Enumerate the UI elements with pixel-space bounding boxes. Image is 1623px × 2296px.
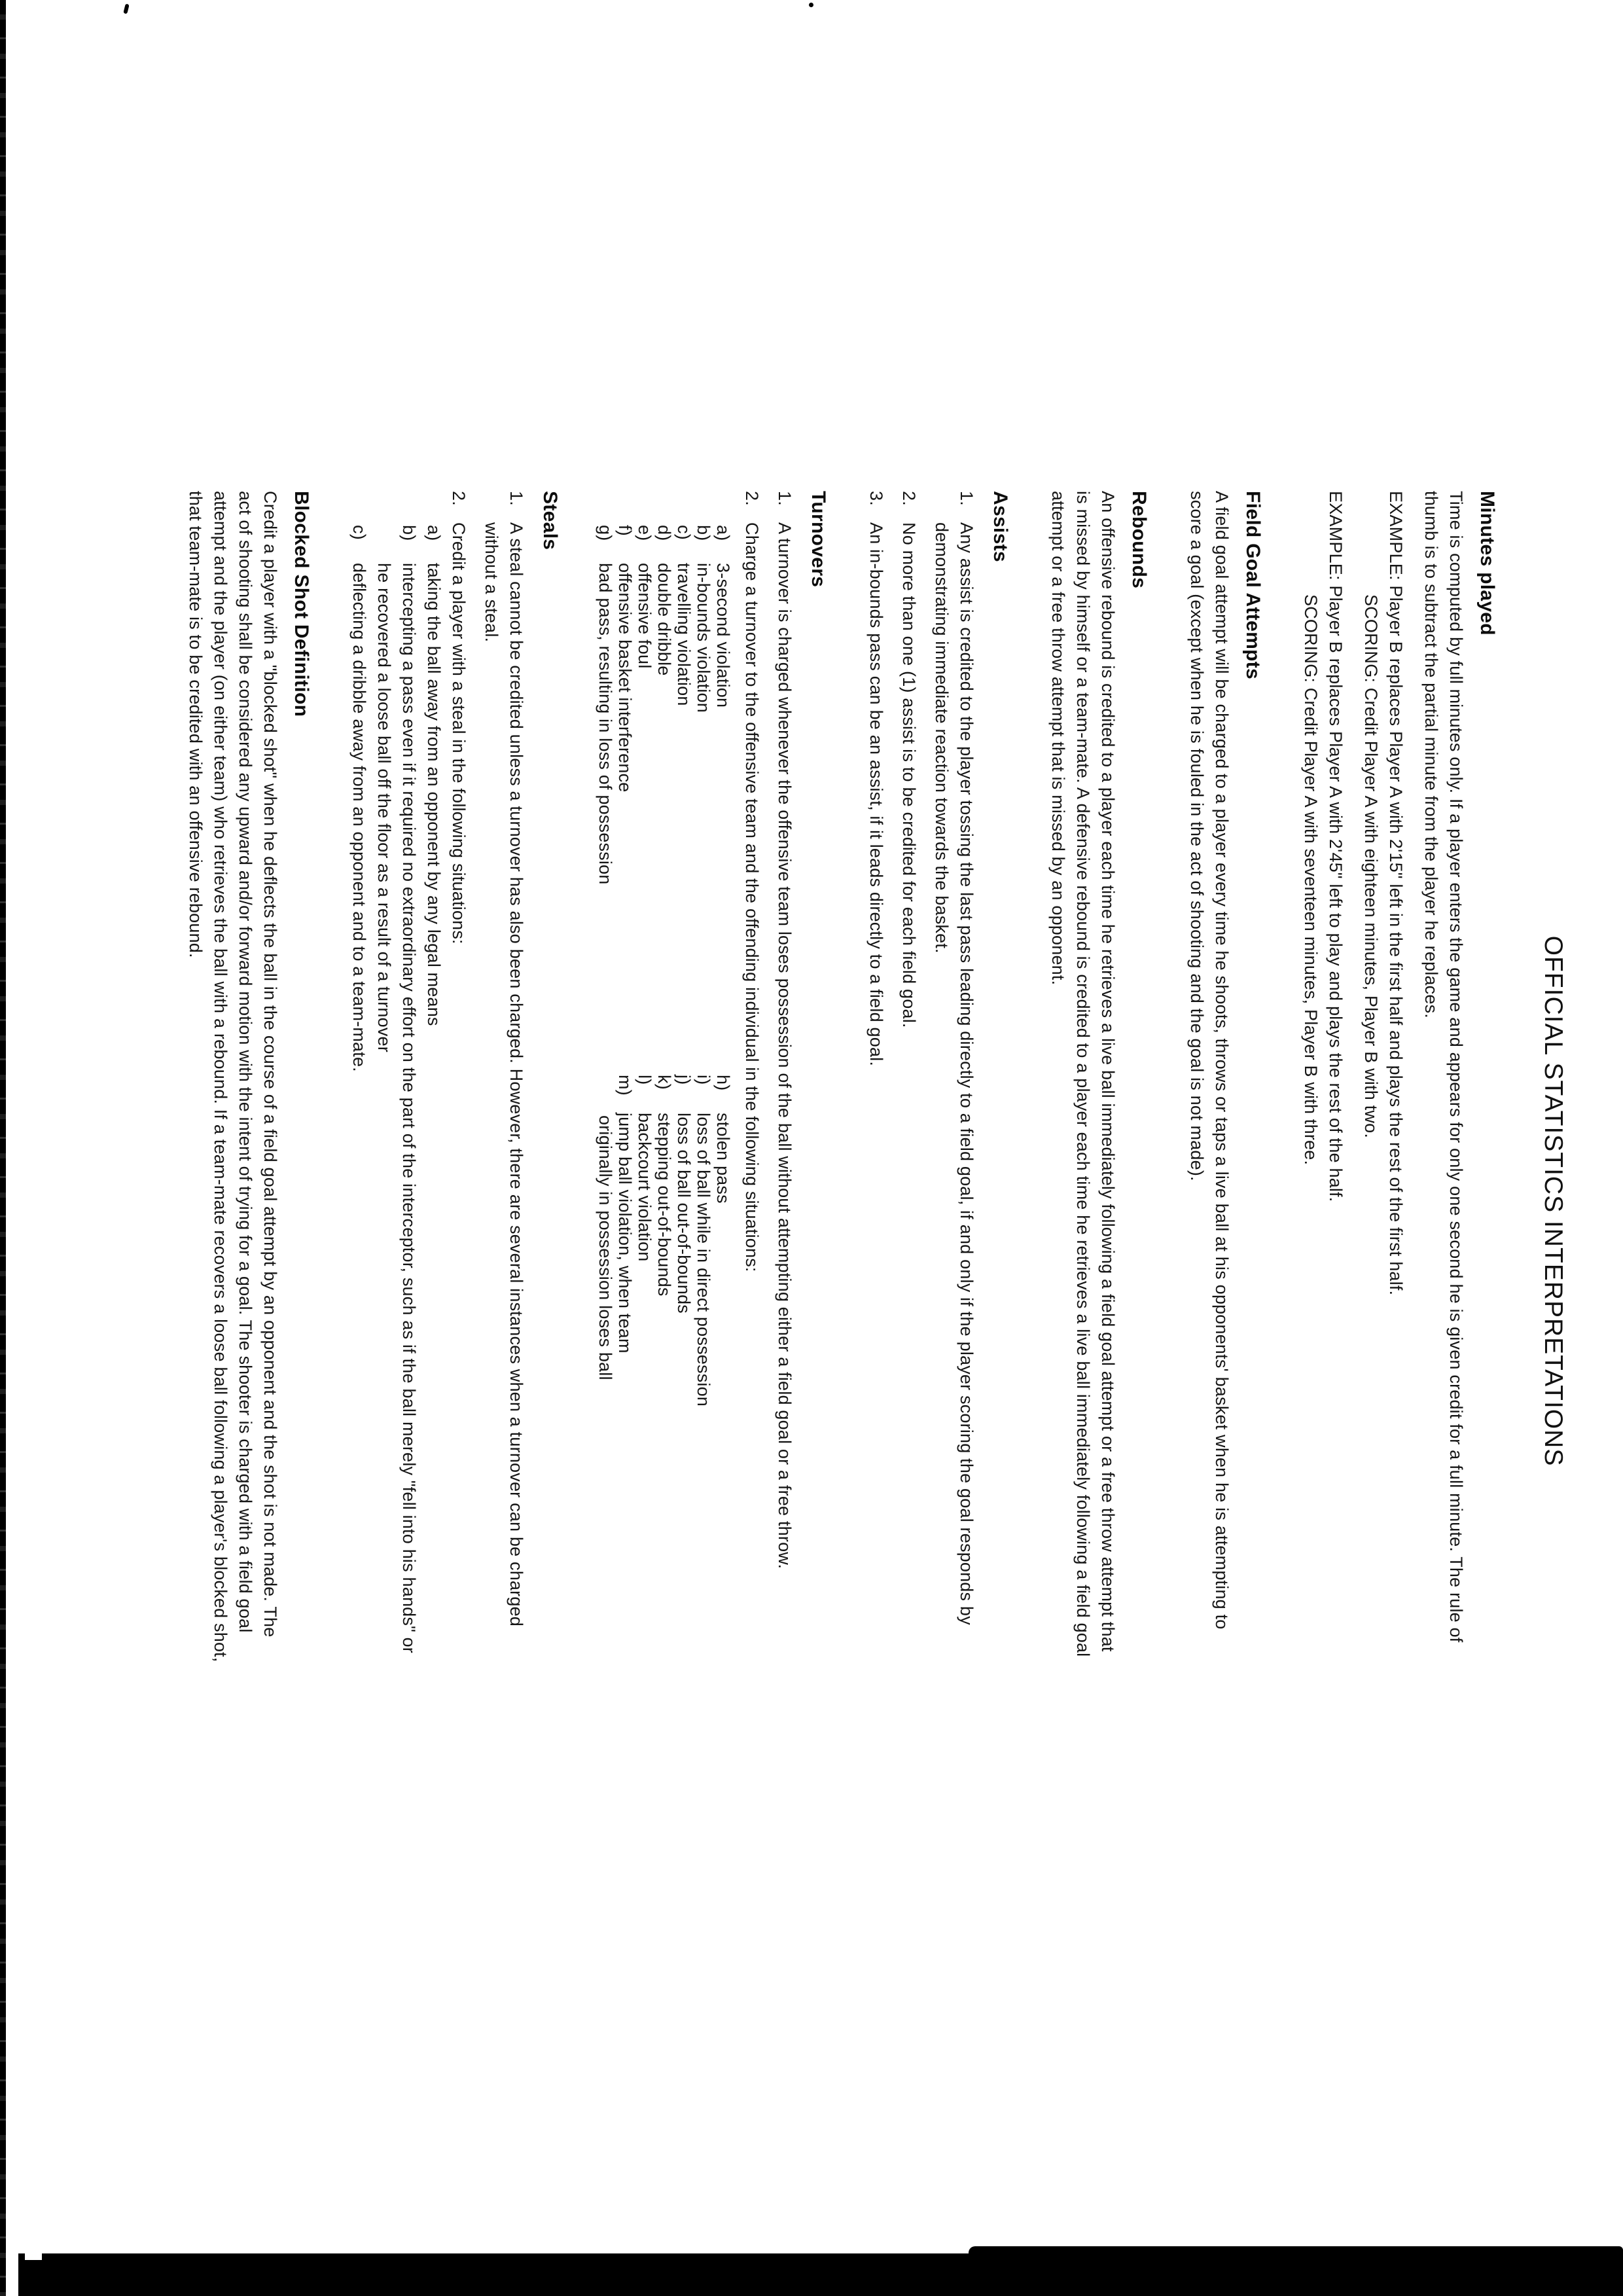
item-text: deflecting a dribble away from an opponent and to a team-mate. bbox=[349, 563, 369, 1072]
item-letter: a) bbox=[424, 525, 444, 541]
item-letter: e) bbox=[635, 525, 654, 541]
item-letter: c) bbox=[674, 525, 694, 540]
lettered-item-line: he recovered a loose ball off the floor as a result of a turnover bbox=[374, 563, 394, 1052]
lettered-item-line bbox=[397, 525, 421, 1911]
item-text: 3-second violation bbox=[713, 563, 733, 708]
left-column-item bbox=[713, 491, 733, 1075]
two-column-row bbox=[713, 491, 733, 1911]
lettered-item-line bbox=[421, 525, 446, 1911]
item-number: 3. bbox=[866, 491, 886, 506]
paragraph-line: that team-mate is to be credited with an offensive rebound. bbox=[186, 491, 205, 958]
item-text: No more than one (1) assist is to be credited for each field goal. bbox=[899, 522, 919, 1028]
right-column-item bbox=[694, 1075, 713, 1911]
numbered-item-line bbox=[740, 491, 764, 1911]
section-heading: Assists bbox=[990, 491, 1011, 562]
section-assists bbox=[864, 491, 1013, 1911]
numbered-item bbox=[897, 491, 921, 1911]
item-number: 2. bbox=[742, 491, 762, 506]
item-number: 1. bbox=[507, 491, 526, 506]
left-column-item bbox=[654, 491, 674, 1075]
item-letter: a) bbox=[713, 525, 733, 541]
example-block bbox=[1359, 491, 1408, 1911]
numbered-item-line bbox=[897, 491, 921, 1911]
section-heading: Minutes played bbox=[1476, 491, 1498, 636]
paragraph bbox=[1419, 491, 1469, 1911]
numbered-item-line bbox=[954, 491, 979, 1911]
item-letter: c) bbox=[349, 525, 369, 540]
numbered-item bbox=[772, 491, 797, 1911]
numbered-item-line: without a steal. bbox=[482, 522, 501, 643]
left-column-item bbox=[596, 491, 615, 1075]
item-text: bad pass, resulting in loss of possession bbox=[596, 563, 615, 885]
paragraph-line: score a goal (except when he is fouled in the act of shooting and the goal is not made). bbox=[1187, 491, 1207, 1181]
item-text: A steal cannot be credited unless a turnover has also been charged. However, there are several instances when a turnover can be charged bbox=[507, 522, 526, 1627]
lettered-item bbox=[347, 491, 372, 1911]
page-title: OFFICIAL STATISTICS INTERPRETATIONS bbox=[1539, 935, 1567, 1467]
left-column-item bbox=[694, 491, 713, 1075]
paragraph bbox=[1046, 491, 1120, 1911]
left-column-item bbox=[674, 491, 694, 1075]
scan-corner-notch bbox=[25, 2253, 42, 2260]
item-text: travelling violation bbox=[674, 563, 694, 706]
lettered-item bbox=[421, 491, 446, 1911]
scan-edge-bottom-bar-thick bbox=[969, 2246, 1623, 2259]
item-letter: d) bbox=[654, 525, 674, 541]
numbered-item-line bbox=[504, 491, 529, 1911]
document-sections bbox=[183, 491, 1500, 1911]
example-line: EXAMPLE: Player B replaces Player A with 2'45" left to play and plays the rest of the half. bbox=[1326, 491, 1346, 1202]
item-text: double dribble bbox=[654, 563, 674, 676]
item-text: originally in possession loses ball bbox=[596, 1115, 615, 1380]
left-column-item bbox=[615, 491, 635, 1075]
right-column-item bbox=[654, 1075, 674, 1911]
item-number: 1. bbox=[957, 491, 976, 506]
two-column-row bbox=[615, 491, 635, 1911]
numbered-item-line bbox=[772, 491, 797, 1911]
item-letter: l) bbox=[635, 1075, 654, 1085]
item-number: 2. bbox=[449, 491, 469, 506]
item-letter: b) bbox=[694, 525, 713, 541]
right-column-item bbox=[713, 1075, 733, 1911]
example-block bbox=[1298, 491, 1348, 1911]
scoring-line: SCORING: Credit Player A with seventeen minutes, Player B with three. bbox=[1301, 594, 1321, 1166]
item-letter: m) bbox=[615, 1075, 635, 1096]
two-column-row bbox=[635, 491, 654, 1911]
item-letter: j) bbox=[674, 1075, 694, 1085]
section-steals bbox=[347, 491, 563, 1911]
section-heading: Turnovers bbox=[808, 491, 829, 588]
numbered-item bbox=[929, 491, 979, 1911]
paragraph bbox=[1185, 491, 1234, 1911]
paragraph-line: is missed by himself or a team-mate. A defensive rebound is credited to a player each time he retrieves a live ball immediately following a field goal bbox=[1073, 491, 1093, 1657]
document-body bbox=[183, 491, 1568, 1911]
two-column-row bbox=[674, 491, 694, 1911]
section-heading: Steals bbox=[539, 491, 561, 550]
right-column-item bbox=[674, 1075, 694, 1911]
numbered-item bbox=[740, 491, 764, 1911]
two-column-row bbox=[596, 491, 615, 1911]
paragraph-line: Credit a player with a "blocked shot" when he deflects the ball in the course of a field goal attempt by an opponent and the shot is not made. The bbox=[260, 491, 280, 1638]
item-text: Charge a turnover to the offensive team and the offending individual in the following situations: bbox=[742, 522, 762, 1272]
item-letter: k) bbox=[654, 1075, 674, 1090]
paragraph-line: A field goal attempt will be charged to a player every time he shoots, throws or taps a live ball at his opponents' basket when he is attempting to bbox=[1212, 491, 1232, 1630]
item-text: Credit a player with a steal in the following situations: bbox=[449, 522, 469, 944]
item-number: 2. bbox=[899, 491, 919, 506]
paragraph bbox=[183, 491, 283, 1911]
right-column-item bbox=[615, 1075, 635, 1911]
section-heading: Blocked Shot Definition bbox=[291, 491, 312, 717]
item-text: loss of ball out-of-bounds bbox=[674, 1113, 694, 1314]
item-number: 1. bbox=[775, 491, 794, 506]
item-letter: h) bbox=[713, 1075, 733, 1091]
two-column-row bbox=[694, 491, 713, 1911]
numbered-item bbox=[864, 491, 889, 1911]
paragraph-line: thumb is to subtract the partial minute from the player he replaces. bbox=[1421, 491, 1441, 1018]
section-rebounds bbox=[1046, 491, 1152, 1911]
numbered-item-line bbox=[446, 491, 471, 1911]
right-column-item bbox=[635, 1075, 654, 1911]
numbered-item-line: demonstrating immediate reaction towards the basket. bbox=[932, 522, 952, 954]
item-text: An in-bounds pass can be an assist, if it leads directly to a field goal. bbox=[866, 522, 886, 1067]
paragraph-line: attempt or a free throw attempt that is missed by an opponent. bbox=[1048, 491, 1068, 986]
item-text: Any assist is credited to the player tossing the last pass leading directly to a field goal, if and only if the player scoring the goal responds by bbox=[957, 522, 976, 1625]
item-text: backcourt violation bbox=[635, 1113, 654, 1262]
item-text: offensive basket interference bbox=[615, 563, 635, 793]
item-letter: b) bbox=[399, 525, 419, 541]
item-text: loss of ball while in direct possession bbox=[694, 1113, 713, 1407]
numbered-item-line bbox=[864, 491, 889, 1911]
left-column-item bbox=[635, 491, 654, 1075]
section-blocked-shot-definition bbox=[183, 491, 314, 1911]
section-heading: Rebounds bbox=[1128, 491, 1150, 589]
example-line: EXAMPLE: Player B replaces Player A with 2'15" left in the first half and plays the rest of the first half. bbox=[1386, 491, 1406, 1296]
item-letter: g) bbox=[596, 525, 615, 541]
section-heading: Field Goal Attempts bbox=[1242, 491, 1264, 679]
numbered-item bbox=[446, 491, 471, 1911]
scan-edge-bottom-bar bbox=[18, 2253, 1623, 2296]
lettered-item bbox=[372, 491, 421, 1911]
item-text: stepping out-of-bounds bbox=[654, 1113, 674, 1297]
lettered-item-line bbox=[347, 525, 372, 1911]
scoring-line: SCORING: Credit Player A with eighteen minutes, Player B with two. bbox=[1361, 594, 1381, 1139]
item-text: taking the ball away from an opponent by any legal means bbox=[424, 563, 444, 1026]
scan-edge-left-bar bbox=[0, 0, 6, 2296]
two-column-list bbox=[596, 491, 733, 1911]
paragraph-line: Time is computed by full minutes only. If a player enters the game and appears for only one second he is given credit for a full minute. The rule of bbox=[1446, 491, 1466, 1643]
scan-speck-icon bbox=[809, 3, 813, 7]
two-column-row bbox=[654, 491, 674, 1911]
section-minutes-played bbox=[1298, 491, 1500, 1911]
paragraph-line: An offensive rebound is credited to a player each time he retrieves a live ball immediately following a field goal attempt or a free throw attempt that bbox=[1098, 491, 1118, 1652]
numbered-item bbox=[479, 491, 529, 1911]
item-letter: i) bbox=[694, 1075, 713, 1085]
paragraph-line: attempt and the player (on either team) who retrieves the ball with a rebound. If a team-mate recovers a loose ball following a player's blocked shot, bbox=[211, 491, 230, 1662]
item-text: offensive foul bbox=[635, 563, 654, 669]
item-text: A turnover is charged whenever the offensive team loses possession of the ball without attempting either a field goal or a free throw. bbox=[775, 522, 794, 1570]
item-text: intercepting a pass even if it required no extraordinary effort on the part of the interceptor, such as if the ball merely "fell into his hands" or bbox=[399, 563, 419, 1653]
scan-corner-blob bbox=[20, 2263, 30, 2279]
item-text: stolen pass bbox=[713, 1113, 733, 1204]
item-letter: f) bbox=[615, 525, 635, 536]
item-text: in-bounds violation bbox=[694, 563, 713, 713]
right-column-item bbox=[596, 1075, 615, 1911]
section-turnovers bbox=[596, 491, 831, 1911]
item-text: jump ball violation, when team bbox=[615, 1113, 635, 1354]
section-field-goal-attempts bbox=[1185, 491, 1266, 1911]
paragraph-line: act of shooting shall be considered any upward and/or forward motion with the intent of trying for a goal. The shooter is charged with a field goal bbox=[236, 491, 255, 1633]
